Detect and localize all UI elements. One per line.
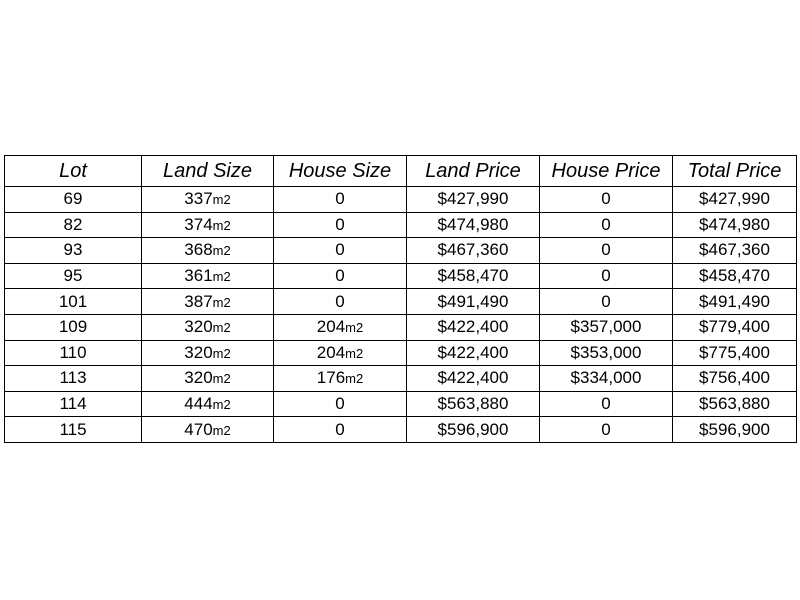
cell-land-size bbox=[142, 212, 274, 238]
cell-lot: 109 bbox=[5, 314, 142, 340]
cell-house-price: 0 bbox=[540, 289, 673, 315]
cell-house-size bbox=[274, 187, 407, 213]
land-size-value: 320 bbox=[184, 317, 213, 337]
cell-house-price: 0 bbox=[540, 238, 673, 264]
cell-house-price: 0 bbox=[540, 263, 673, 289]
land-size-unit: m2 bbox=[212, 269, 231, 285]
land-size-unit: m2 bbox=[212, 422, 231, 438]
house-size-value: 0 bbox=[335, 189, 345, 209]
cell-total-price: $467,360 bbox=[673, 238, 797, 264]
house-size-value: 204 bbox=[316, 342, 346, 362]
cell-total-price: $427,990 bbox=[673, 187, 797, 213]
house-size-value: 0 bbox=[335, 419, 345, 439]
cell-lot: 110 bbox=[5, 340, 142, 366]
header-row bbox=[5, 156, 797, 187]
header-land-price: Land Price bbox=[407, 156, 540, 187]
cell-house-price: 0 bbox=[540, 212, 673, 238]
cell-land-price: $563,880 bbox=[407, 391, 540, 417]
cell-lot: 93 bbox=[5, 238, 142, 264]
cell-lot: 115 bbox=[5, 417, 142, 443]
table-body bbox=[5, 187, 797, 443]
cell-lot: 101 bbox=[5, 289, 142, 315]
header-lot: Lot bbox=[5, 156, 142, 187]
cell-land-size bbox=[142, 417, 274, 443]
land-size-unit: m2 bbox=[212, 371, 231, 387]
cell-total-price: $756,400 bbox=[673, 366, 797, 392]
cell-house-size bbox=[274, 417, 407, 443]
cell-land-price: $491,490 bbox=[407, 289, 540, 315]
cell-land-price: $596,900 bbox=[407, 417, 540, 443]
land-size-unit: m2 bbox=[212, 192, 231, 208]
land-size-unit: m2 bbox=[212, 217, 231, 233]
land-size-value: 374 bbox=[184, 214, 213, 234]
land-size-unit: m2 bbox=[212, 294, 231, 310]
cell-total-price: $779,400 bbox=[673, 314, 797, 340]
table-row bbox=[5, 417, 797, 443]
header-house-size: House Size bbox=[274, 156, 407, 187]
cell-land-size bbox=[142, 366, 274, 392]
cell-land-size bbox=[142, 340, 274, 366]
cell-land-price: $422,400 bbox=[407, 366, 540, 392]
cell-lot: 113 bbox=[5, 366, 142, 392]
cell-total-price: $563,880 bbox=[673, 391, 797, 417]
table-row bbox=[5, 263, 797, 289]
header-house-price: House Price bbox=[540, 156, 673, 187]
cell-house-price: $353,000 bbox=[540, 340, 673, 366]
cell-house-size bbox=[274, 212, 407, 238]
land-size-value: 444 bbox=[184, 394, 213, 414]
house-size-value: 176 bbox=[316, 368, 346, 388]
cell-house-price: $357,000 bbox=[540, 314, 673, 340]
header-land-size: Land Size bbox=[142, 156, 274, 187]
land-size-unit: m2 bbox=[212, 320, 231, 336]
land-size-value: 320 bbox=[184, 342, 213, 362]
cell-lot: 82 bbox=[5, 212, 142, 238]
table-row bbox=[5, 212, 797, 238]
cell-land-price: $422,400 bbox=[407, 314, 540, 340]
house-size-unit: m2 bbox=[345, 371, 364, 387]
land-size-unit: m2 bbox=[212, 345, 231, 361]
table-row bbox=[5, 340, 797, 366]
cell-house-size bbox=[274, 366, 407, 392]
land-size-value: 368 bbox=[184, 240, 213, 260]
cell-land-price: $422,400 bbox=[407, 340, 540, 366]
cell-land-price: $427,990 bbox=[407, 187, 540, 213]
cell-land-price: $474,980 bbox=[407, 212, 540, 238]
cell-land-price: $458,470 bbox=[407, 263, 540, 289]
land-size-value: 470 bbox=[184, 419, 213, 439]
table-row bbox=[5, 289, 797, 315]
cell-house-size bbox=[274, 263, 407, 289]
house-size-unit: m2 bbox=[345, 345, 364, 361]
cell-house-size bbox=[274, 314, 407, 340]
land-size-value: 320 bbox=[184, 368, 213, 388]
house-size-value: 0 bbox=[335, 214, 345, 234]
cell-lot: 95 bbox=[5, 263, 142, 289]
cell-house-size bbox=[274, 238, 407, 264]
house-size-unit: m2 bbox=[345, 320, 364, 336]
cell-land-size bbox=[142, 314, 274, 340]
cell-land-size bbox=[142, 391, 274, 417]
cell-land-size bbox=[142, 263, 274, 289]
header-total-price: Total Price bbox=[673, 156, 797, 187]
cell-land-size bbox=[142, 289, 274, 315]
cell-lot: 114 bbox=[5, 391, 142, 417]
cell-lot: 69 bbox=[5, 187, 142, 213]
table-row bbox=[5, 238, 797, 264]
cell-house-price: $334,000 bbox=[540, 366, 673, 392]
cell-total-price: $775,400 bbox=[673, 340, 797, 366]
cell-house-size bbox=[274, 289, 407, 315]
cell-house-size bbox=[274, 340, 407, 366]
house-size-value: 0 bbox=[335, 266, 345, 286]
table-row bbox=[5, 314, 797, 340]
land-size-unit: m2 bbox=[212, 243, 231, 259]
cell-land-size bbox=[142, 238, 274, 264]
house-size-value: 0 bbox=[335, 240, 345, 260]
cell-land-price: $467,360 bbox=[407, 238, 540, 264]
table-row bbox=[5, 391, 797, 417]
land-size-value: 337 bbox=[184, 189, 213, 209]
cell-land-size bbox=[142, 187, 274, 213]
table-header bbox=[5, 156, 797, 187]
cell-total-price: $458,470 bbox=[673, 263, 797, 289]
house-size-value: 204 bbox=[316, 317, 346, 337]
cell-total-price: $474,980 bbox=[673, 212, 797, 238]
house-size-value: 0 bbox=[335, 291, 345, 311]
cell-house-price: 0 bbox=[540, 417, 673, 443]
table-row bbox=[5, 366, 797, 392]
cell-house-price: 0 bbox=[540, 391, 673, 417]
table-row bbox=[5, 187, 797, 213]
cell-house-price: 0 bbox=[540, 187, 673, 213]
land-size-value: 361 bbox=[184, 266, 213, 286]
land-size-unit: m2 bbox=[212, 397, 231, 413]
cell-house-size bbox=[274, 391, 407, 417]
land-size-value: 387 bbox=[184, 291, 213, 311]
house-size-value: 0 bbox=[335, 394, 345, 414]
lot-price-table bbox=[4, 155, 797, 443]
cell-total-price: $596,900 bbox=[673, 417, 797, 443]
cell-total-price: $491,490 bbox=[673, 289, 797, 315]
